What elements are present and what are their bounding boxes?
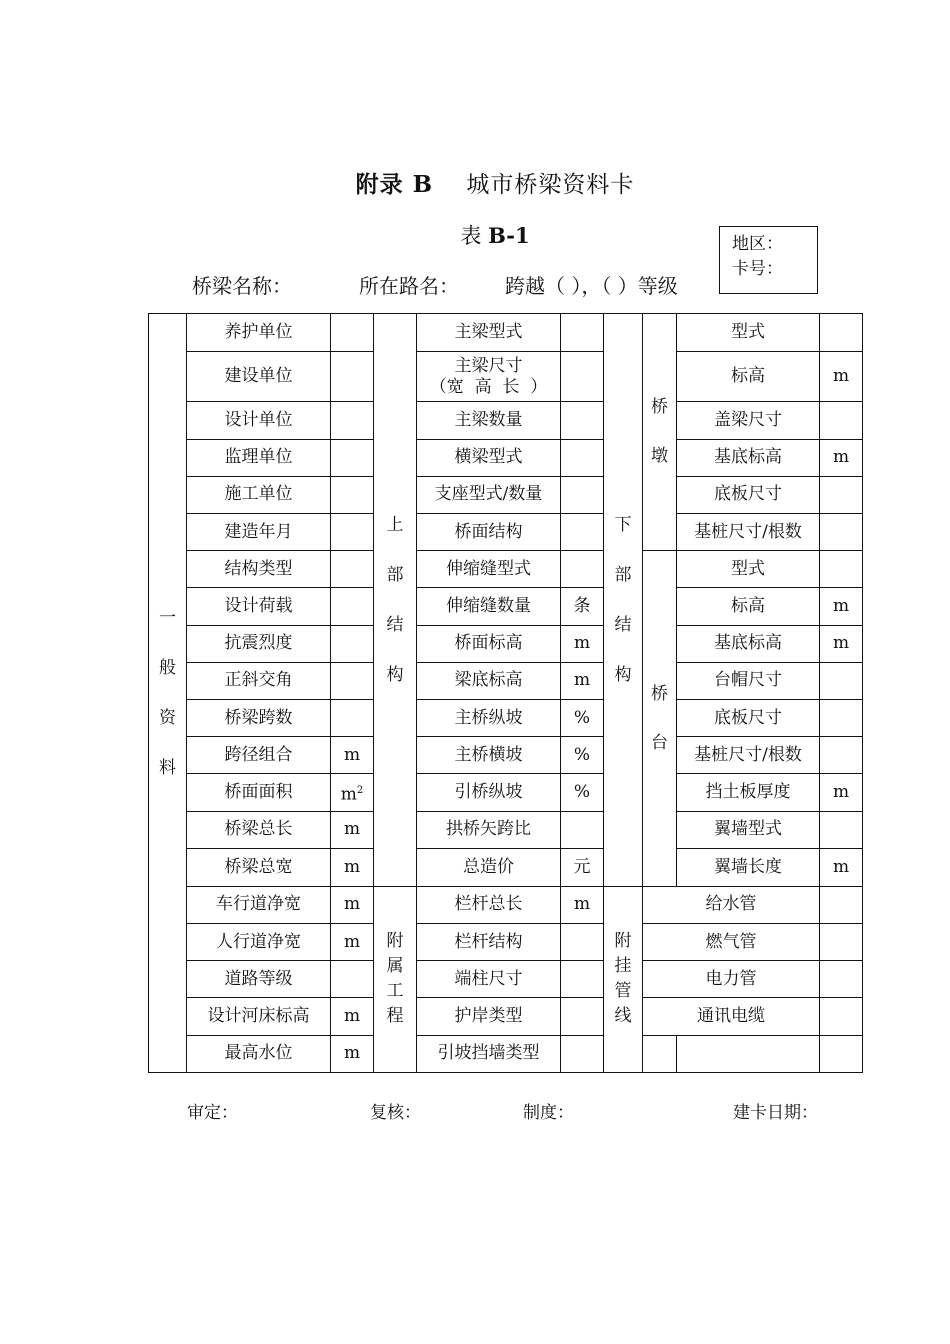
field-label: 道路等级: [187, 961, 331, 998]
field-label: 给水管: [643, 886, 820, 923]
field-label: 翼墙型式: [677, 811, 820, 848]
table-number-value: B-1: [488, 223, 530, 248]
unit-cell: [820, 314, 863, 352]
field-label: 结构类型: [187, 551, 331, 588]
unit-cell: [561, 314, 604, 352]
unit-cell: [331, 402, 374, 439]
field-label: 车行道净宽: [187, 886, 331, 923]
unit-cell: [331, 551, 374, 588]
unit-cell: m: [331, 924, 374, 961]
empty-cell: [643, 1035, 677, 1072]
unit-cell: [820, 514, 863, 551]
field-label: 挡土板厚度: [677, 774, 820, 811]
unit-cell: [561, 998, 604, 1035]
unit-cell: m: [331, 737, 374, 774]
unit-cell: [561, 352, 604, 402]
field-label: 基桩尺寸/根数: [677, 514, 820, 551]
table-row: [149, 662, 863, 699]
group-pier: 桥 墩: [643, 314, 677, 551]
field-label: 设计单位: [187, 402, 331, 439]
card-number-label: 卡号：: [732, 259, 783, 279]
field-label: 主桥横坡: [417, 737, 561, 774]
unit-cell: [820, 1035, 863, 1072]
field-label: 跨径组合: [187, 737, 331, 774]
field-label: 拱桥矢跨比: [417, 811, 561, 848]
field-label: 引坡挡墙类型: [417, 1035, 561, 1072]
unit-cell: m: [331, 811, 374, 848]
unit-cell: [820, 402, 863, 439]
field-label: 主梁尺寸 （宽 高 长 ）: [417, 352, 561, 402]
field-label: 燃气管: [643, 924, 820, 961]
field-label: 栏杆总长: [417, 886, 561, 923]
table-row: [149, 699, 863, 736]
road-name-label: 所在路名：: [359, 274, 459, 298]
unit-cell: [331, 588, 374, 625]
unit-cell: m: [820, 625, 863, 662]
field-label: 横梁型式: [417, 439, 561, 476]
unit-cell: [561, 924, 604, 961]
unit-cell: [331, 699, 374, 736]
unit-cell: [561, 811, 604, 848]
unit-cell: m: [331, 886, 374, 923]
unit-cell: [820, 961, 863, 998]
table-row: [149, 811, 863, 848]
unit-cell: %: [561, 737, 604, 774]
prepared-by-label: 制度：: [523, 1103, 574, 1123]
table-row: [149, 402, 863, 439]
table-row: [149, 998, 863, 1035]
group-superstructure: 上 部 结 构: [374, 314, 417, 887]
unit-cell: [561, 961, 604, 998]
unit-cell: [331, 961, 374, 998]
field-label: 主桥纵坡: [417, 699, 561, 736]
field-label: 盖梁尺寸: [677, 402, 820, 439]
unit-cell: [820, 476, 863, 513]
field-label: 抗震烈度: [187, 625, 331, 662]
unit-cell: [561, 514, 604, 551]
field-label: 养护单位: [187, 314, 331, 352]
field-label: 主梁数量: [417, 402, 561, 439]
field-label: 栏杆结构: [417, 924, 561, 961]
unit-cell: [820, 886, 863, 923]
page-title: [0, 166, 950, 199]
field-label: 电力管: [643, 961, 820, 998]
unit-cell: [331, 352, 374, 402]
field-label: 基底标高: [677, 439, 820, 476]
unit-text: m: [340, 784, 357, 805]
bridge-name-label: 桥梁名称：: [192, 274, 292, 298]
group-substructure: 下 部 结 构: [604, 314, 643, 887]
field-label: 台帽尺寸: [677, 662, 820, 699]
field-label: 端柱尺寸: [417, 961, 561, 998]
unit-cell: [331, 625, 374, 662]
unit-cell: m: [820, 588, 863, 625]
reviewed-by-label: 复核：: [370, 1103, 421, 1123]
table-row: [149, 352, 863, 402]
unit-cell: [820, 924, 863, 961]
unit-cell: m: [331, 848, 374, 886]
unit-cell: [820, 737, 863, 774]
unit-cell: [820, 998, 863, 1035]
table-row: [149, 886, 863, 923]
region-box: [719, 226, 818, 294]
group-attached-pipes: 附 挂 管 线: [604, 886, 643, 1072]
unit-cell: [331, 439, 374, 476]
bridge-data-card: [148, 313, 863, 1073]
unit-cell: m: [820, 774, 863, 811]
field-label: [677, 1035, 820, 1072]
field-label: 桥面结构: [417, 514, 561, 551]
field-label: 底板尺寸: [677, 476, 820, 513]
unit-cell: [561, 476, 604, 513]
unit-cell: 条: [561, 588, 604, 625]
unit-cell: [331, 314, 374, 352]
unit-cell: m: [820, 352, 863, 402]
unit-cell: [331, 476, 374, 513]
unit-cell: [561, 439, 604, 476]
unit-superscript: 2: [356, 784, 364, 796]
field-label: 标高: [677, 588, 820, 625]
unit-cell: [561, 1035, 604, 1072]
unit-cell: [820, 662, 863, 699]
unit-cell: %: [561, 774, 604, 811]
group-ancillary: 附 属 工 程: [374, 886, 417, 1072]
field-label: 引桥纵坡: [417, 774, 561, 811]
card-title: 城市桥梁资料卡: [466, 172, 635, 198]
unit-cell: m: [331, 1035, 374, 1072]
field-label: 标高: [677, 352, 820, 402]
table-row: [149, 551, 863, 588]
field-label: 主梁型式: [417, 314, 561, 352]
field-label: 伸缩缝数量: [417, 588, 561, 625]
table-row: [149, 1035, 863, 1072]
card-date-label: 建卡日期：: [733, 1103, 818, 1123]
table-row: [149, 961, 863, 998]
field-label: 基底标高: [677, 625, 820, 662]
field-label: 监理单位: [187, 439, 331, 476]
field-label: 建造年月: [187, 514, 331, 551]
unit-cell: m: [561, 662, 604, 699]
unit-cell: [331, 514, 374, 551]
table-row: [149, 924, 863, 961]
table-row: [149, 314, 863, 352]
field-label: 设计河床标高: [187, 998, 331, 1035]
field-label: 通讯电缆: [643, 998, 820, 1035]
field-label: 最高水位: [187, 1035, 331, 1072]
table-row: [149, 848, 863, 886]
field-label: 底板尺寸: [677, 699, 820, 736]
table-row: [149, 439, 863, 476]
table-row: [149, 588, 863, 625]
field-label: 施工单位: [187, 476, 331, 513]
crossing-label: 跨越（ ），（ ）等级: [505, 274, 678, 298]
unit-cell: [820, 811, 863, 848]
unit-cell: [820, 551, 863, 588]
unit-cell: m: [820, 848, 863, 886]
field-label: 护岸类型: [417, 998, 561, 1035]
unit-cell: [331, 774, 374, 811]
unit-cell: [331, 662, 374, 699]
field-label: 总造价: [417, 848, 561, 886]
unit-cell: [561, 402, 604, 439]
unit-cell: m: [331, 998, 374, 1035]
field-label: 桥面面积: [187, 774, 331, 811]
field-label: 基桩尺寸/根数: [677, 737, 820, 774]
field-label: 桥梁跨数: [187, 699, 331, 736]
approved-by-label: 审定：: [187, 1103, 238, 1123]
unit-cell: m: [561, 886, 604, 923]
unit-cell: [820, 699, 863, 736]
table-row: [149, 514, 863, 551]
field-label: 桥面标高: [417, 625, 561, 662]
table-row: [149, 625, 863, 662]
unit-cell: 元: [561, 848, 604, 886]
field-label: 桥梁总宽: [187, 848, 331, 886]
field-label: 翼墙长度: [677, 848, 820, 886]
field-label: 梁底标高: [417, 662, 561, 699]
field-label: 人行道净宽: [187, 924, 331, 961]
field-label: 建设单位: [187, 352, 331, 402]
unit-cell: [561, 551, 604, 588]
unit-cell: m: [561, 625, 604, 662]
field-label: 正斜交角: [187, 662, 331, 699]
field-label: 型式: [677, 314, 820, 352]
field-label: 伸缩缝型式: [417, 551, 561, 588]
region-label: 地区：: [732, 234, 783, 254]
appendix-label: 附录 B: [355, 171, 434, 198]
unit-cell: %: [561, 699, 604, 736]
table-row: [149, 737, 863, 774]
table-number-prefix: 表: [460, 224, 489, 248]
group-general: 一 般 资 料: [149, 314, 187, 1073]
group-abutment: 桥 台: [643, 551, 677, 887]
unit-cell: m: [820, 439, 863, 476]
table-row: [149, 774, 863, 811]
table-row: [149, 476, 863, 513]
field-label: 桥梁总长: [187, 811, 331, 848]
field-label: 型式: [677, 551, 820, 588]
field-label: 支座型式/数量: [417, 476, 561, 513]
field-label: 设计荷载: [187, 588, 331, 625]
